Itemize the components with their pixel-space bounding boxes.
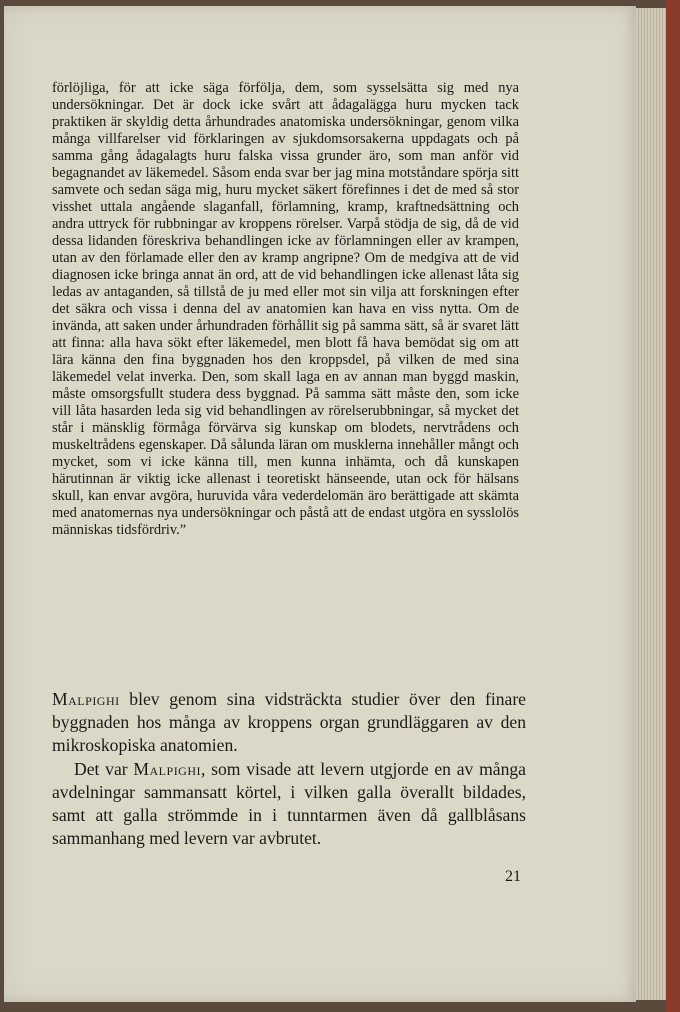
author-name: Malpighi <box>52 689 120 709</box>
paragraph-lead: Det var <box>74 758 134 779</box>
paragraph-text: blev genom sina vidsträckta studier över den finare byggnaden hos många av kroppens organ grundläggaren av den mikroskopiska anatomien. <box>52 689 526 756</box>
author-name: Malpighi <box>133 758 202 779</box>
paragraph-malpighi-anatomy <box>52 688 526 758</box>
body-text <box>52 688 526 850</box>
paragraph-text: , som visade att levern utgjorde en av många avdelningar sammansatt körtel, i vilken galla överallt bildades, samt att galla strömmde in i tunntarmen även då gallblåsans sammanhang med levern var avbrutet. <box>52 758 526 849</box>
page-number: 21 <box>505 868 521 885</box>
book-cover-edge <box>666 0 680 1012</box>
page-edges <box>636 8 666 1000</box>
paragraph-malpighi-liver <box>52 758 526 851</box>
quoted-passage: förlöjliga, för att icke säga förfölja, dem, som sysselsätta sig med nya undersökningar. Det är dock icke svårt att ådagalägga huru mycken tack praktiken är skyldig detta århundrades anatomiska undersökningar, genom vilka många villfarelser vid förklaringen av sjukdomsorsakerna uppdagats och på samma gång ådagalagts huru falska vissa grunder äro, som man anför vid begagnandet av läkemedel. Såsom enda svar ber jag mina motståndare spörja sitt samvete och sedan säga mig, huru mycket säkert förefinnes i det de med så stor visshet uttala angående slaganfall, förlamning, kramp, kraftnedsättning och andra uttryck för rubbningar av kroppens rörelser. Varpå stödja de sig, då de vid dessa lidanden föreskriva behandlingen icke av förlamningen eller av krampen, utan av den förlamade eller den av kramp angripne? Om de medgiva att de vid diagnosen icke bringa annat än ord, att de vid behandlingen icke allenast låta sig ledas av antaganden, så tillstå de ju med eller mot sin vilja att forskningen efter det säkra och vissa i denna del av anatomien kan hava en viss nytta. Om de invända, att saken under århundraden förhållit sig på samma sätt, så är svaret lätt att finna: alla hava sökt efter läkemedel, men blott få hava bemödat sig om att lära känna den fina byggnaden hos den kroppsdel, på vilken de med sina läkemedel velat inverka. Den, som skall laga en av annan man byggd maskin, måste omsorgsfullt studera dess byggnad. På samma sätt måste den, som icke vill låta hasarden leda sig vid behandlingen av rörelserubbningar, så mycket det står i mänsklig förmåga förvärva sig kunskap om blodets, nervtrådens och muskeltrådens egenskaper. Då sålunda läran om musklerna innehåller mångt och mycket, som vi icke känna till, men kunna inhämta, och då kunskapen härutinnan är viktig icke allenast i teoretiskt hänseende, utan ock för hälsans skull, kan envar avgöra, huruvida våra vederdelomän äro berättigade att skämta med anatomernas nya undersökningar och påstå att de endast utgöra en sysslolös människas tidsfördriv.” <box>52 80 519 538</box>
